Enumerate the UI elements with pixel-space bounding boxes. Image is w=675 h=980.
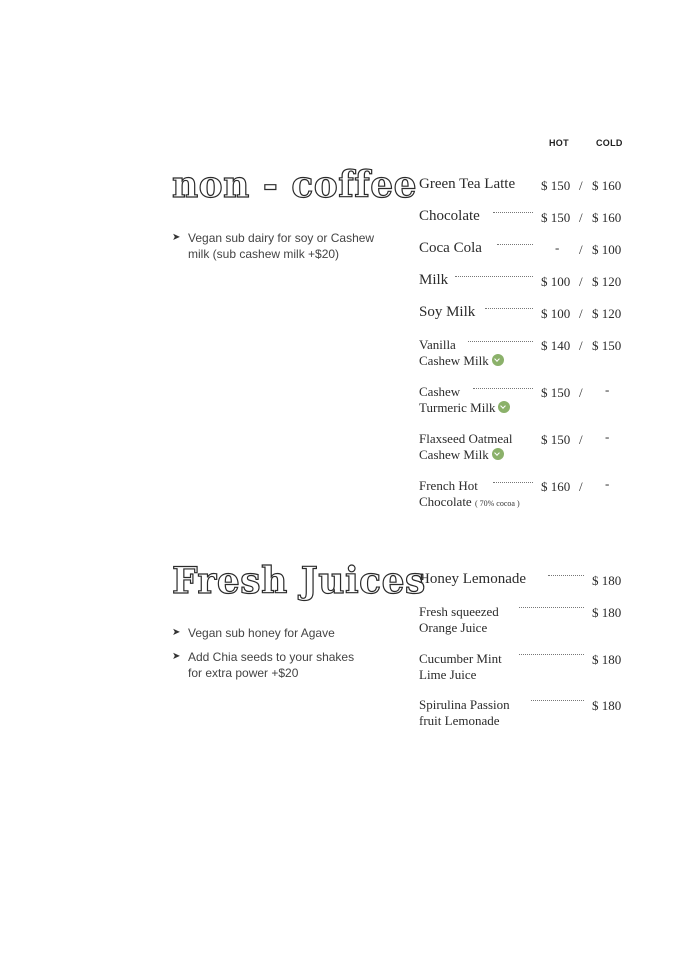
price-separator: / <box>579 479 583 494</box>
price: $ 180 <box>592 573 622 588</box>
price-cold: - <box>605 476 610 491</box>
price-cold: $ 160 <box>592 178 622 193</box>
price-hot: $ 150 <box>541 178 571 193</box>
menu-item-honey-lemonade: Honey Lemonade <box>419 571 527 587</box>
item-name-line2: Turmeric Milk <box>419 400 496 415</box>
menu-item-soy-milk: Soy Milk <box>419 304 476 320</box>
dot-leader <box>531 700 584 701</box>
item-name-line1: Spirulina Passion <box>419 697 510 712</box>
price-separator: / <box>579 432 583 447</box>
menu-item-cucumber-mint-lime-juice <box>419 651 502 683</box>
dot-leader <box>485 308 533 309</box>
menu-item-coca-cola: Coca Cola <box>419 240 482 256</box>
menu-item-green-tea-latte: Green Tea Latte <box>419 176 516 192</box>
price-separator: / <box>579 178 583 193</box>
dot-leader <box>493 482 533 483</box>
juices-note <box>172 649 402 683</box>
dot-leader <box>519 654 584 655</box>
cold-column-header: COLD <box>596 138 623 148</box>
item-name-line2: Cashew Milk <box>419 447 489 462</box>
item-name-line2: Lime Juice <box>419 667 477 682</box>
item-name-line1: Vanilla <box>419 337 456 352</box>
price-cold: $ 120 <box>592 306 622 321</box>
dot-leader <box>455 276 533 277</box>
menu-item-flaxseed-oatmeal-cashew-milk <box>419 431 513 463</box>
item-name-line2: Cashew Milk <box>419 353 489 368</box>
dot-leader <box>493 212 533 213</box>
price-cold: $ 120 <box>592 274 622 289</box>
juices-section-title: Fresh Juices <box>172 560 426 602</box>
noncoffee-section-title: non - coffee <box>172 164 418 206</box>
price-separator: / <box>579 306 583 321</box>
juices-note-text: Add Chia seeds to your shakes for extra power +$20 <box>188 650 355 680</box>
cocoa-note: ( 70% cocoa ) <box>474 499 520 508</box>
item-name-line1: Fresh squeezed <box>419 604 499 619</box>
price-hot: $ 150 <box>541 210 571 225</box>
price-cold: - <box>605 382 610 397</box>
price-separator: / <box>579 385 583 400</box>
arrowhead-bullet-icon: ➤ <box>172 627 181 638</box>
menu-item-french-hot-chocolate <box>419 478 520 512</box>
juices-note <box>172 625 402 643</box>
price-hot: $ 150 <box>541 385 571 400</box>
price-hot: $ 150 <box>541 432 571 447</box>
item-name-line2: fruit Lemonade <box>419 713 500 728</box>
menu-item-milk: Milk <box>419 272 449 288</box>
menu-item-fresh-squeezed-orange-juice <box>419 604 499 636</box>
price-cold: $ 160 <box>592 210 622 225</box>
price: $ 180 <box>592 652 622 667</box>
price-separator: / <box>579 210 583 225</box>
item-name-line1: French Hot <box>419 478 478 493</box>
price-separator: / <box>579 274 583 289</box>
menu-item-chocolate: Chocolate <box>419 208 480 224</box>
price-cold: $ 100 <box>592 242 622 257</box>
vegan-check-icon <box>492 448 504 460</box>
price: $ 180 <box>592 605 622 620</box>
price-hot: $ 100 <box>541 306 571 321</box>
item-name-line2: Orange Juice <box>419 620 488 635</box>
price-separator: / <box>579 338 583 353</box>
dot-leader <box>468 341 533 342</box>
dot-leader <box>473 388 533 389</box>
noncoffee-note-text: Vegan sub dairy for soy or Cashew milk (sub cashew milk +$20) <box>188 231 375 261</box>
noncoffee-note <box>172 230 402 264</box>
hot-column-header: HOT <box>549 138 569 148</box>
dot-leader <box>519 607 584 608</box>
vegan-check-icon <box>492 354 504 366</box>
arrowhead-bullet-icon: ➤ <box>172 651 181 662</box>
menu-item-spirulina-passion-fruit-lemonade <box>419 697 510 729</box>
arrowhead-bullet-icon: ➤ <box>172 232 181 243</box>
item-name-line1: Cucumber Mint <box>419 651 502 666</box>
dot-leader <box>497 244 533 245</box>
price-separator: / <box>579 242 583 257</box>
item-name-line2: Chocolate <box>419 494 472 509</box>
item-name-line1: Cashew <box>419 384 461 399</box>
price: $ 180 <box>592 698 622 713</box>
dot-leader <box>548 575 584 576</box>
price-cold: $ 150 <box>592 338 622 353</box>
juices-note-text: Vegan sub honey for Agave <box>188 626 335 640</box>
vegan-check-icon <box>498 401 510 413</box>
price-hot: - <box>555 240 560 255</box>
item-name-line1: Flaxseed Oatmeal <box>419 431 513 446</box>
price-hot: $ 100 <box>541 274 571 289</box>
price-hot: $ 160 <box>541 479 571 494</box>
price-hot: $ 140 <box>541 338 571 353</box>
price-cold: - <box>605 429 610 444</box>
